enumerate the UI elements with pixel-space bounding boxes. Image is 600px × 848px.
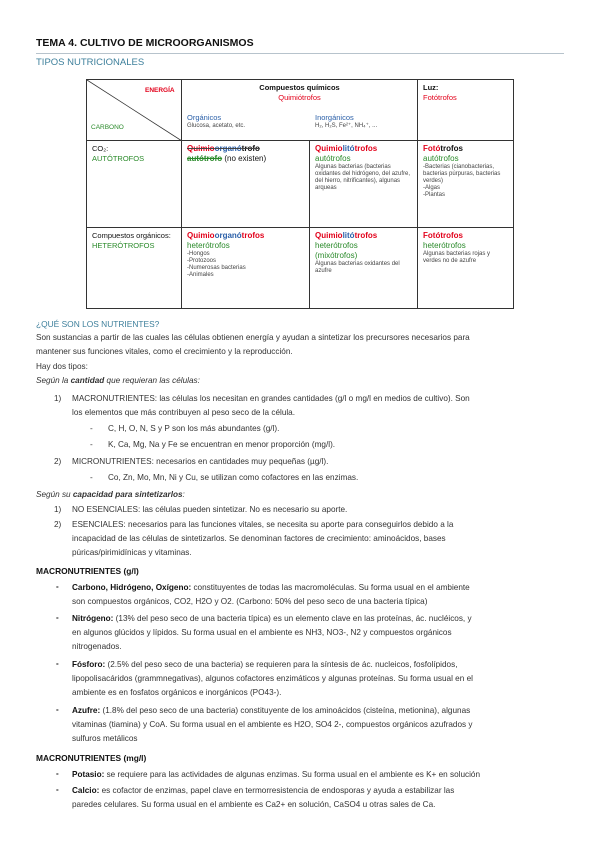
dash-bullet: - [90, 424, 93, 433]
cell-quimioorganotrofo-autotrofo: Quimioorganótrofo autótrofo (no existen) [182, 141, 310, 228]
list-number: 1) [54, 394, 62, 403]
fosforo-item-cont2: ambiente es en fosfatos orgánicos e inorgánicos (PO43-). [72, 688, 282, 697]
organicos-examples: Glucosa, acetato, etc. [187, 122, 246, 129]
dash-bullet: - [56, 785, 59, 794]
esenciales-item: ESENCIALES: necesarios para las funciones vitales, se necesita su aporte para conseguirlos debido a la [72, 520, 454, 529]
section-subtitle: TIPOS NUTRICIONALES [36, 57, 145, 68]
inorganicos-examples: H₂, H₂S, Fe²⁺, NH₄⁺, ... [315, 122, 378, 129]
segun-cantidad: Según la cantidad que requieran las células: [36, 376, 200, 385]
list-number: 2) [54, 520, 62, 529]
fosforo-item: Fósforo: (2.5% del peso seco de una bacteria) se requieren para la síntesis de ác. nucleicos, fosfolípidos, [72, 660, 458, 669]
cell-fototrofos-heterotrofos: Fotótrofos heterótrofos Algunas bacterias rojas y verdes no de azufre [418, 228, 514, 309]
inorganicos-label: Inorgánicos [315, 113, 354, 122]
compuestos-label: Compuestos químicos [259, 83, 340, 92]
calcio-item: Calcio: es cofactor de enzimas, papel clave en termorresistencia de endosporas y ayuda a estabilizar las [72, 786, 455, 795]
list-number: 2) [54, 457, 62, 466]
potasio-item: Potasio: se requiere para las actividades de algunas enzimas. Su forma usual en el ambiente es K+ en solución [72, 770, 481, 779]
quimiotrofos-label: Quimiótrofos [278, 92, 321, 102]
esenciales-item-cont: incapacidad de las células de sintetizarlos. Se denominan factores de crecimiento: aminoácidos, bases [72, 534, 446, 543]
heterotrofos-label: HETERÓTROFOS [92, 240, 155, 250]
dash-bullet: - [90, 473, 93, 482]
esenciales-item-cont2: púricas/pirimidínicas y vitaminas. [72, 548, 192, 557]
carbono-item: Carbono, Hidrógeno, Oxígeno: constituyentes de todas las macromoléculas. Su forma usual en el ambiente [72, 583, 470, 592]
nitrogeno-item-cont: en algunos glúcidos y lípidos. Su forma usual en el ambiente es NH3, NO3-, N2 y compuestos orgánicos [72, 628, 452, 637]
sub-item-chonsp: C, H, O, N, S y P son los más abundantes (g/l). [108, 424, 280, 433]
row-autotrofos-label [87, 141, 182, 228]
segun-capacidad: Según su capacidad para sintetizarlos: [36, 490, 185, 499]
co2-label: CO₂: [92, 144, 109, 153]
fototrofos-label: Fotótrofos [423, 92, 457, 102]
doc-title: TEMA 4. CULTIVO DE MICROORGANISMOS [36, 37, 254, 49]
dash-bullet: - [56, 769, 59, 778]
dash-bullet: - [56, 613, 59, 622]
nutrientes-heading: ¿QUÉ SON LOS NUTRIENTES? [36, 319, 160, 329]
nutrientes-paragraph-cont: mantener sus funciones vitales, como el crecimiento y la reproducción. [36, 347, 293, 356]
nutritional-types-table [86, 79, 514, 309]
cell-quimiolitotrofos-heterotrofos: Quimiolitótrofos heterótrofos (mixótrofos) Algunas bacterias oxidantes del azufre [310, 228, 418, 309]
dos-tipos-text: Hay dos tipos: [36, 362, 88, 371]
macronutrientes-item-cont: los elementos que más contribuyen al peso seco de la célula. [72, 408, 296, 417]
nutrientes-paragraph: Son sustancias a partir de las cuales las células obtienen energía y ayudan a sintetizar los precursores necesarios para [36, 333, 470, 342]
macro-g-heading: MACRONUTRIENTES (g/l) [36, 566, 139, 576]
row-heterotrofos-label [87, 228, 182, 309]
cell-quimiolitotrofos-autotrofos: Quimiolitótrofos autótrofos Algunas bacterias (bacterias oxidantes del hidrógeno, del azufre, del hierro, nitrificantes), algunas arqueas [310, 141, 418, 228]
compuestos-organicos-label: Compuestos orgánicos: [92, 231, 171, 240]
azufre-item: Azufre: (1.8% del peso seco de una bacteria) constituyente de los aminoácidos (cisteína, metionina), algunas [72, 706, 471, 715]
calcio-item-cont: paredes celulares. Su forma usual en el ambiente es Ca2+ en solución, CaSO4 u otras sales de Ca. [72, 800, 436, 809]
chemical-header-cell [182, 80, 418, 141]
macronutrientes-item: MACRONUTRIENTES: las células los necesitan en grandes cantidades (g/l o mg/l en medios de cultivo). Son [72, 394, 470, 403]
carbono-label: CARBONO [91, 124, 124, 131]
dash-bullet: - [56, 659, 59, 668]
dash-bullet: - [90, 440, 93, 449]
title-divider [36, 53, 564, 54]
sub-item-cofactores: Co, Zn, Mo, Mn, Ni y Cu, se utilizan como cofactores en las enzimas. [108, 473, 359, 482]
no-esenciales-item: NO ESENCIALES: las células pueden sintetizar. No es necesario su aporte. [72, 505, 348, 514]
azufre-item-cont: vitaminas (tiamina) y CoA. Su forma usual en el ambiente es H2O, SO4 2-, compuestos orgánicos azufrados y [72, 720, 473, 729]
energia-label: ENERGÍA [145, 87, 175, 94]
table-corner-cell [87, 80, 182, 141]
carbono-item-cont: son compuestos orgánicos, CO2, H2O y O2. (Carbono: 50% del peso seco de una bacteria típica) [72, 597, 428, 606]
dash-bullet: - [56, 582, 59, 591]
fosforo-item-cont: lipopolisacáridos (grammnegativas), algunos cofactores enzimáticos y algunas proteínas. Su forma usual en el [72, 674, 473, 683]
organicos-label: Orgánicos [187, 113, 222, 122]
list-number: 1) [54, 505, 62, 514]
nitrogeno-item: Nitrógeno: (13% del peso seco de una bacteria típica) es un elemento clave en las proteínas, ác. nucléicos, y [72, 614, 472, 623]
macro-mg-heading: MACRONUTRIENTES (mg/l) [36, 753, 147, 763]
light-header-cell [418, 80, 514, 141]
sub-item-kcamgnafe: K, Ca, Mg, Na y Fe se encuentran en menor proporción (mg/l). [108, 440, 336, 449]
cell-quimioorganotrofos-heterotrofos: Quimioorganótrofos heterótrofos -Hongos -Protozoos -Numerosas bacterias -Animales [182, 228, 310, 309]
autotrofos-label: AUTÓTROFOS [92, 153, 145, 163]
cell-fototrofos-autotrofos: Fotótrofos autótrofos -Bacterias (cianobacterias, bacterias púrpuras, bacterias verdes) -Algas -Plantas [418, 141, 514, 228]
nitrogeno-item-cont2: nitrogenados. [72, 642, 122, 651]
luz-label: Luz: [423, 83, 439, 92]
dash-bullet: - [56, 705, 59, 714]
micronutrientes-item: MICRONUTRIENTES: necesarios en cantidades muy pequeñas (µg/l). [72, 457, 329, 466]
azufre-item-cont2: sulfuros metálicos [72, 734, 138, 743]
